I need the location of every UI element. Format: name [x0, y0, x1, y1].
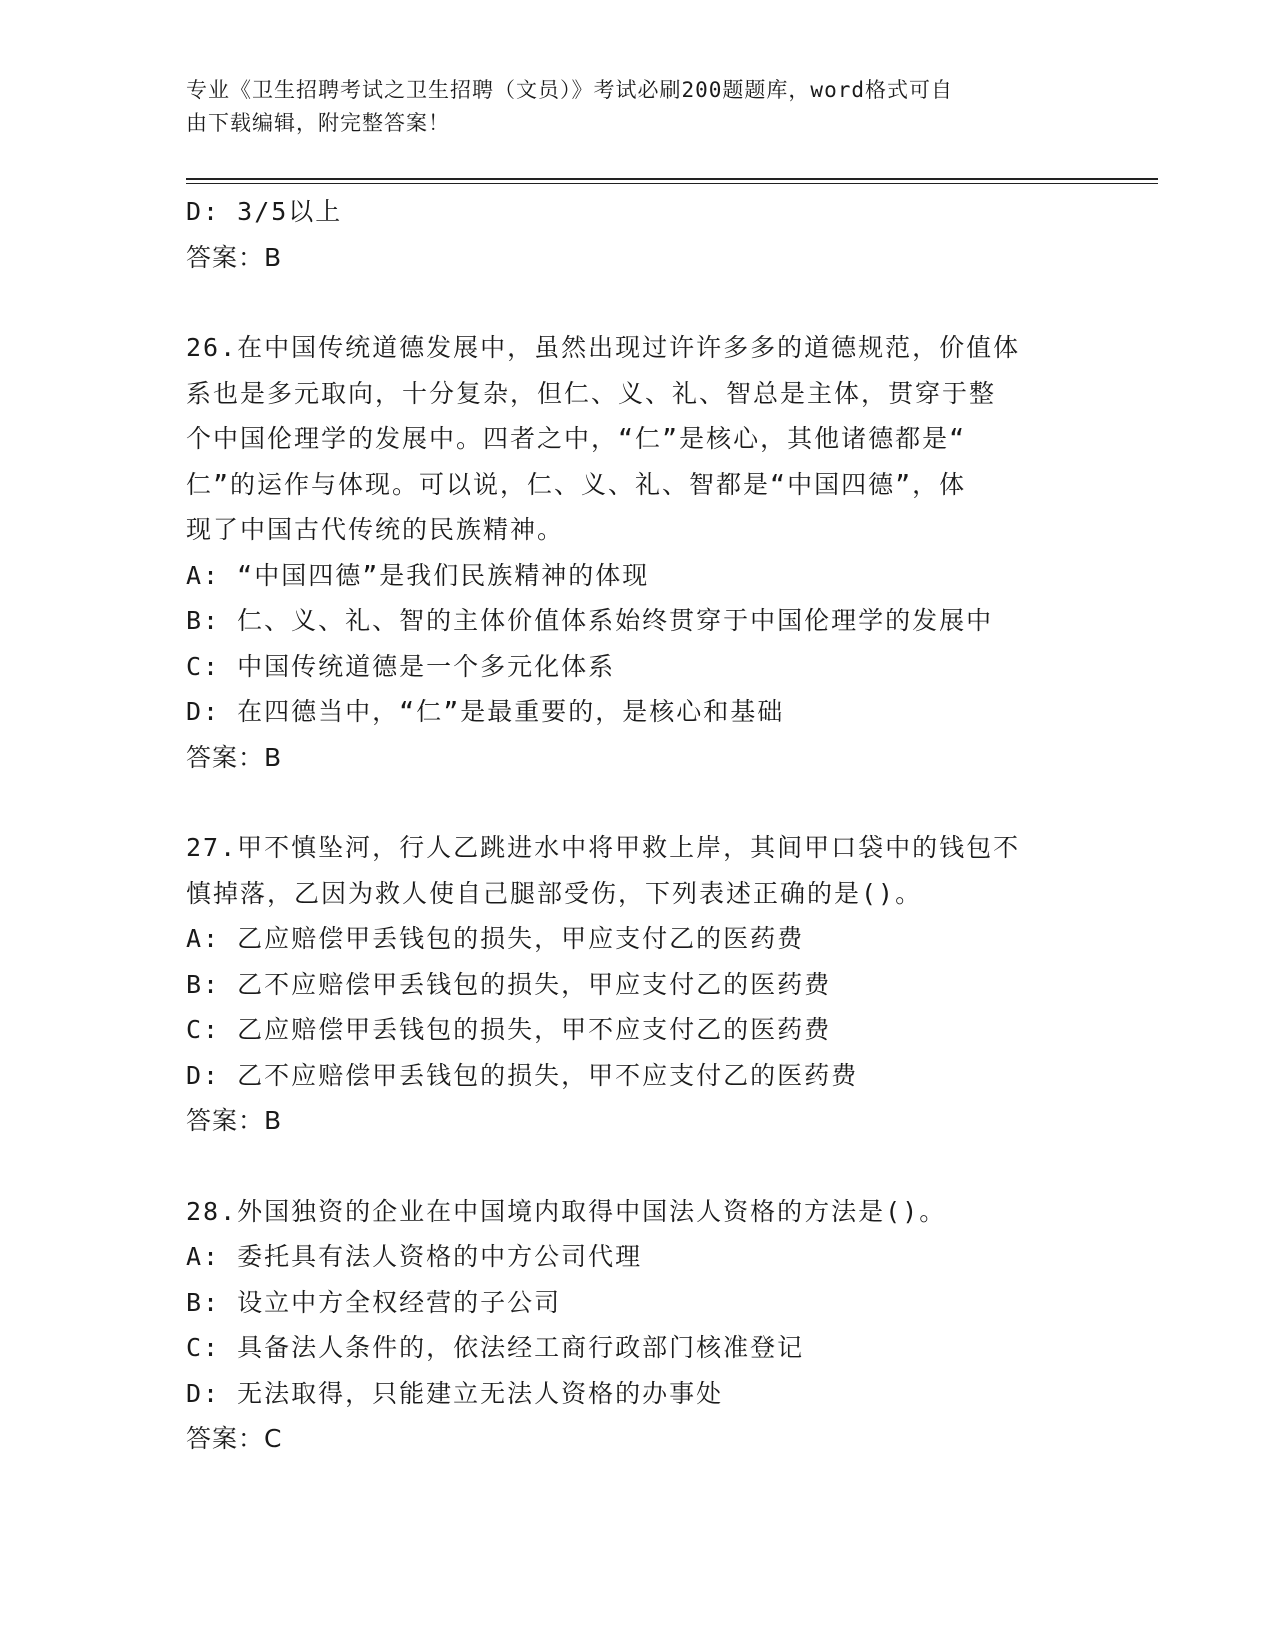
option-b: B: 仁、义、礼、智的主体价值体系始终贯穿于中国伦理学的发展中: [186, 606, 994, 635]
question-stem-line: 仁”的运作与体现。可以说，仁、义、礼、智都是“中国四德”，体: [186, 469, 967, 499]
option-d: D: 3/5以上: [186, 197, 343, 226]
header-divider: [186, 178, 1158, 184]
question-26: [186, 325, 1086, 780]
question-28: [186, 1189, 1086, 1462]
question-stem-line: 28.外国独资的企业在中国境内取得中国法人资格的方法是()。: [186, 1196, 947, 1226]
option-c: C: 具备法人条件的，依法经工商行政部门核准登记: [186, 1333, 805, 1362]
header-line: 专业《卫生招聘考试之卫生招聘（文员）》考试必刷200题题库，word格式可自: [186, 78, 953, 102]
question-content: [186, 189, 1086, 1462]
document-header: [186, 74, 1086, 140]
option-d: D: 无法取得，只能建立无法人资格的办事处: [186, 1378, 724, 1408]
spacer: [186, 1144, 1086, 1189]
question-stem-line: 27.甲不慎坠河，行人乙跳进水中将甲救上岸，其间甲口袋中的钱包不: [186, 833, 1021, 862]
option-d: D: 在四德当中，“仁”是最重要的，是核心和基础: [186, 697, 785, 726]
option-c: C: 中国传统道德是一个多元化体系: [186, 651, 616, 681]
answer-line: 答案：B: [186, 1106, 283, 1135]
spacer: [186, 780, 1086, 825]
option-a: A: 委托具有法人资格的中方公司代理: [186, 1242, 643, 1271]
option-a: A: 乙应赔偿甲丢钱包的损失，甲应支付乙的医药费: [186, 924, 805, 953]
question-stem-line: 26.在中国传统道德发展中，虽然出现过许许多多的道德规范，价值体: [186, 333, 1021, 362]
option-d: D: 乙不应赔偿甲丢钱包的损失，甲不应支付乙的医药费: [186, 1060, 859, 1090]
question-27: [186, 825, 1086, 1144]
answer-line: 答案：B: [186, 742, 283, 772]
option-b: B: 乙不应赔偿甲丢钱包的损失，甲应支付乙的医药费: [186, 969, 832, 999]
question-stem-line: 现了中国古代传统的民族精神。: [186, 515, 565, 544]
option-b: B: 设立中方全权经营的子公司: [186, 1287, 562, 1317]
answer-line: 答案：B: [186, 242, 283, 272]
option-c: C: 乙应赔偿甲丢钱包的损失，甲不应支付乙的医药费: [186, 1015, 832, 1044]
question-stem-line: 个中国伦理学的发展中。四者之中，“仁”是核心，其他诸德都是“: [186, 424, 967, 453]
question-stem-line: 系也是多元取向，十分复杂，但仁、义、礼、智总是主体，贯穿于整: [186, 378, 997, 408]
spacer: [186, 280, 1086, 325]
question-stem-line: 慎掉落，乙因为救人使自己腿部受伤，下列表述正确的是()。: [186, 878, 923, 908]
option-a: A: “中国四德”是我们民族精神的体现: [186, 560, 650, 590]
header-line: 由下载编辑，附完整答案！: [186, 111, 450, 135]
answer-line: 答案：C: [186, 1424, 283, 1453]
